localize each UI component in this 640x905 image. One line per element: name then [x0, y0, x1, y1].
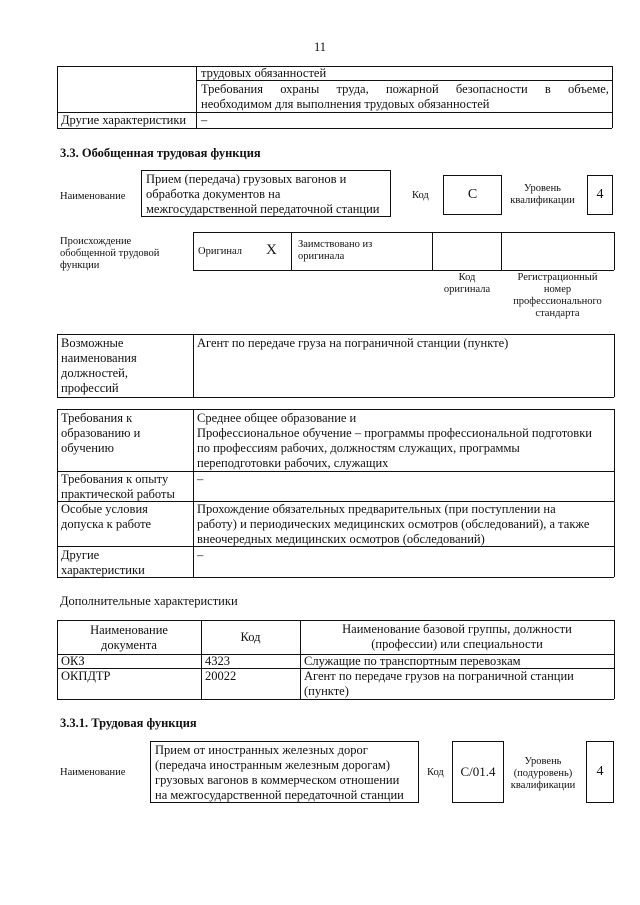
education-value-line: переподготовки рабочих, служащих	[197, 456, 389, 470]
positions-label-line: должностей,	[61, 366, 128, 380]
add-header-code: Код	[240, 630, 261, 644]
add-header-name-line: (профессии) или специальности	[371, 637, 543, 651]
borrowed-label-line: Заимствовано из	[298, 239, 373, 250]
other-label	[61, 548, 145, 578]
code-value: С	[467, 187, 478, 202]
code-original-caption	[432, 272, 502, 296]
other-label-line: характеристики	[61, 563, 145, 577]
other-characteristics-label: Другие характеристики	[61, 113, 187, 127]
add-row-code: 4323	[205, 654, 230, 668]
experience-label-line: Требования к опыту	[61, 472, 169, 486]
code-box	[443, 175, 502, 215]
origin-label-line: функции	[60, 260, 100, 271]
labor-function-code-label: Код	[427, 767, 444, 778]
special-conditions-value-line: Прохождение обязательных предварительных (при поступлении на	[197, 502, 556, 516]
function-name-box	[141, 170, 391, 217]
reg-number-line: Регистрационный	[517, 272, 598, 283]
reg-number-line: номер	[543, 284, 572, 295]
experience-label-line: практической работы	[61, 487, 175, 501]
special-conditions-value	[197, 502, 589, 547]
positions-label-line: профессий	[61, 381, 119, 395]
positions-label	[61, 336, 137, 396]
level-label-line: квалификации	[510, 195, 575, 206]
special-conditions-label-line: допуска к работе	[61, 517, 152, 531]
education-label-line: обучению	[61, 441, 114, 455]
labor-function-level-box	[586, 741, 614, 803]
reg-number-caption	[500, 272, 615, 320]
level-label-line: Уровень	[524, 183, 561, 194]
add-row-name-line: Агент по передаче грузов на пограничной станции	[304, 669, 574, 683]
borrowed-label	[298, 239, 372, 263]
labor-function-name-line: Прием от иностранных железных дорог	[155, 743, 368, 757]
positions-value: Агент по передаче груза на пограничной станции (пункте)	[197, 336, 509, 350]
add-row-name-line: (пункте)	[304, 684, 349, 698]
top-table-row1-text: трудовых обязанностей	[201, 66, 327, 80]
labor-function-level-line: Уровень	[524, 756, 562, 767]
positions-label-line: Возможные	[61, 336, 124, 350]
labor-function-name-box	[150, 741, 419, 803]
add-header-document-line: Наименование	[90, 623, 168, 637]
education-label	[61, 411, 140, 456]
labor-function-name-line: на межгосударственной передаточной станции	[155, 788, 404, 802]
special-conditions-label	[61, 502, 151, 532]
experience-value: –	[197, 472, 204, 486]
function-name-line: межгосударственной передаточной станции	[146, 202, 380, 216]
education-value	[197, 411, 592, 471]
special-conditions-value-line: внеочередных медицинских осмотров (обследований)	[197, 532, 485, 546]
level-box	[587, 175, 613, 215]
top-table-row2-line1: Требования охраны труда, пожарной безопасности в объеме,	[201, 82, 609, 96]
origin-label	[60, 236, 159, 272]
education-value-line: Среднее общее образование и	[197, 411, 357, 425]
labor-function-code-value: С/01.4	[460, 764, 496, 779]
labor-function-level-label	[508, 756, 578, 792]
code-original-line: Код	[458, 272, 476, 283]
reg-number-line: стандарта	[535, 308, 580, 319]
education-value-line: по профессиям рабочих, должностям служащих, программы	[197, 441, 520, 455]
labor-function-level-line: (подуровень)	[513, 768, 573, 779]
other-value: –	[197, 548, 204, 562]
top-table-row2-line2: необходимом для выполнения трудовых обязанностей	[201, 97, 490, 111]
labor-function-name-line: грузовых вагонов в коммерческом отношении	[155, 773, 400, 787]
add-header-name-line: Наименование базовой группы, должности	[342, 622, 572, 636]
education-label-line: образованию и	[61, 426, 141, 440]
code-label: Код	[412, 190, 429, 201]
education-label-line: Требования к	[61, 411, 133, 425]
add-row-code: 20022	[205, 669, 237, 683]
labor-function-name-line: (передача иностранным железным дорогам)	[155, 758, 390, 772]
add-header-name	[300, 622, 614, 652]
labor-function-level-line: квалификации	[510, 780, 576, 791]
labor-function-level-value: 4	[596, 764, 604, 779]
labor-function-name-label: Наименование	[60, 767, 126, 778]
borrowed-label-line: оригинала	[298, 251, 345, 262]
positions-label-line: наименования	[61, 351, 137, 365]
add-row-doc: ОКЗ	[61, 654, 85, 668]
other-label-line: Другие	[61, 548, 100, 562]
add-row-doc: ОКПДТР	[61, 669, 111, 683]
name-label: Наименование	[60, 191, 126, 202]
add-row-name: Служащие по транспортным перевозкам	[304, 654, 521, 668]
original-mark: X	[266, 242, 277, 258]
level-value: 4	[596, 187, 604, 202]
level-label	[505, 183, 580, 207]
other-characteristics-value: –	[201, 113, 208, 127]
additional-heading: Дополнительные характеристики	[60, 594, 238, 608]
function-name-line: обработка документов на	[146, 187, 281, 201]
section-heading-3-3: 3.3. Обобщенная трудовая функция	[60, 146, 261, 160]
reg-number-line: профессионального	[513, 296, 602, 307]
add-header-document	[57, 623, 201, 653]
code-original-line: оригинала	[443, 284, 491, 295]
special-conditions-value-line: работу) и периодических медицинских осмотров (обследований), а также	[197, 517, 590, 531]
education-value-line: Профессиональное обучение – программы профессиональной подготовки	[197, 426, 592, 440]
function-name-line: Прием (передача) грузовых вагонов и	[146, 172, 347, 186]
add-row-name	[304, 669, 574, 699]
add-header-document-line: документа	[101, 638, 157, 652]
page-number: 11	[313, 40, 327, 54]
original-label: Оригинал	[198, 246, 242, 257]
section-heading-3-3-1: 3.3.1. Трудовая функция	[60, 716, 197, 730]
origin-label-line: обобщенной трудовой	[60, 248, 160, 259]
special-conditions-label-line: Особые условия	[61, 502, 148, 516]
labor-function-code-box	[452, 741, 504, 803]
experience-label	[61, 472, 175, 502]
origin-label-line: Происхождение	[60, 236, 132, 247]
